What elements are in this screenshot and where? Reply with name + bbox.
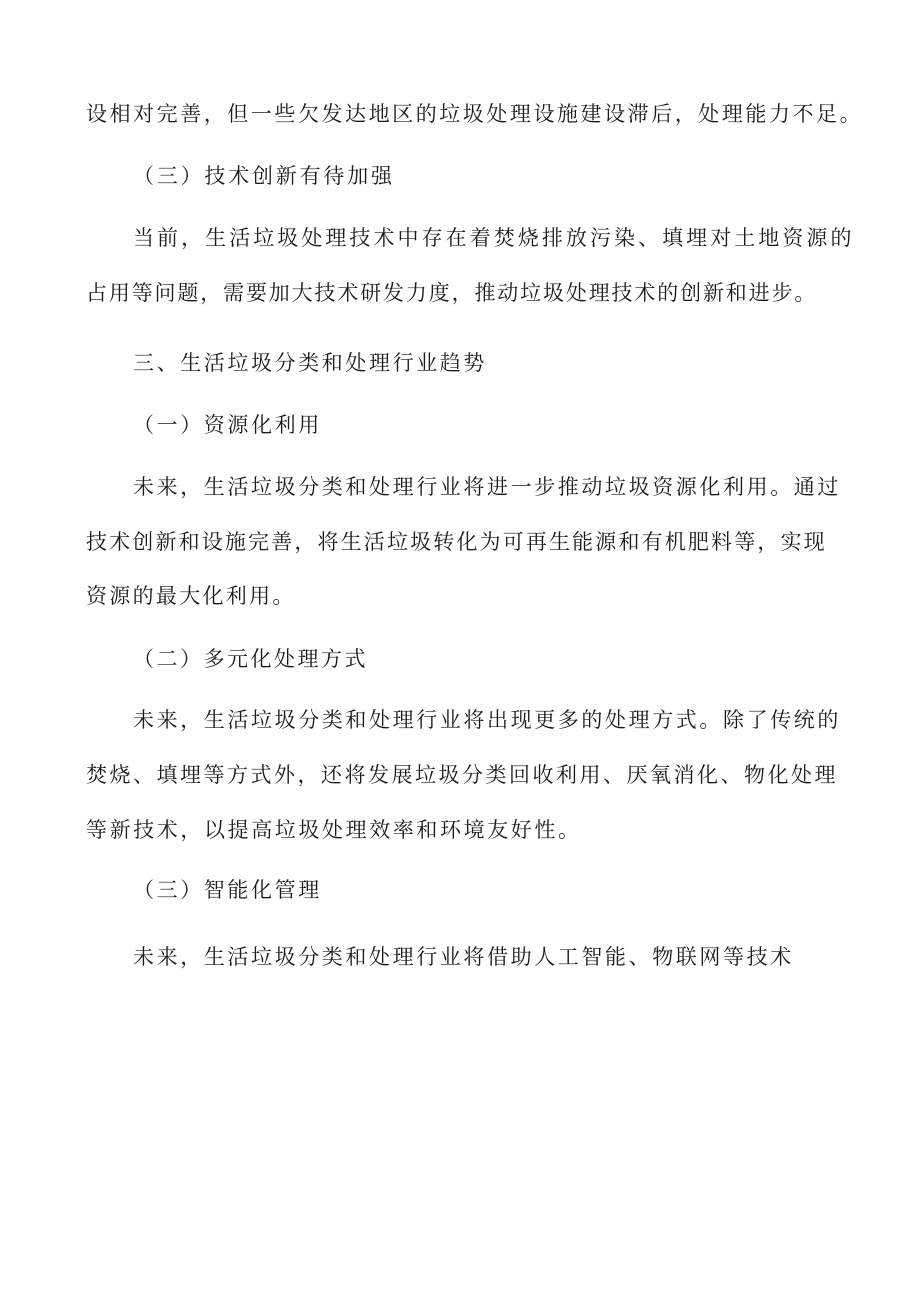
section-heading: （三）技术创新有待加强 (133, 164, 395, 188)
paragraph-line: 未来，生活垃圾分类和处理行业将借助人工智能、物联网等技术 (133, 945, 794, 969)
section-heading: （三）智能化管理 (133, 878, 322, 902)
chapter-heading: 三、生活垃圾分类和处理行业趋势 (133, 351, 487, 375)
section-heading: （一）资源化利用 (133, 413, 322, 437)
paragraph-line: 焚烧、填埋等方式外，还将发展垃圾分类回收利用、厌氧消化、物化处理 (86, 763, 838, 787)
paragraph-line: 未来，生活垃圾分类和处理行业将出现更多的处理方式。除了传统的 (133, 708, 841, 732)
paragraph-line: 资源的最大化利用。 (86, 584, 296, 608)
paragraph-line: 设相对完善，但一些欠发达地区的垃圾处理设施建设滞后，处理能力不足。 (86, 102, 864, 126)
paragraph-line: 当前，生活垃圾处理技术中存在着焚烧排放污染、填埋对土地资源的 (133, 226, 855, 250)
paragraph-line: 等新技术，以提高垃圾处理效率和环境友好性。 (86, 818, 582, 842)
paragraph-line: 占用等问题，需要加大技术研发力度，推动垃圾处理技术的创新和进步。 (86, 281, 818, 305)
paragraph-line: 技术创新和设施完善，将生活垃圾转化为可再生能源和有机肥料等，实现 (86, 530, 827, 554)
paragraph-line: 未来，生活垃圾分类和处理行业将进一步推动垃圾资源化利用。通过 (133, 475, 841, 499)
section-heading: （二）多元化处理方式 (133, 647, 368, 671)
